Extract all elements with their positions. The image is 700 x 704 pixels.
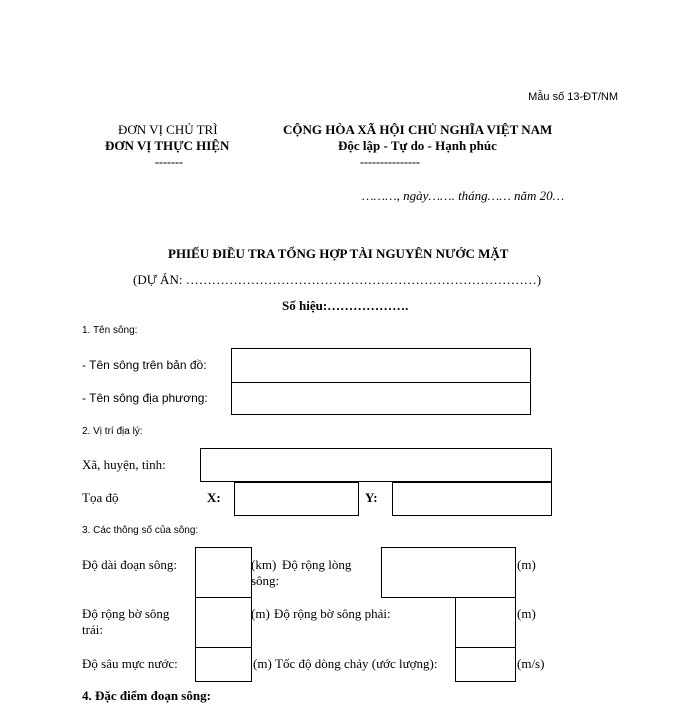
section-4-heading: 4. Đặc điểm đoạn sông: [82, 688, 211, 703]
serial-number-line: Số hiệu:………………. [282, 298, 409, 313]
admin-location-label: Xã, huyện, tỉnh: [82, 457, 166, 472]
bed-width-input[interactable] [381, 547, 516, 598]
left-bank-width-unit: (m) [251, 606, 270, 621]
right-bank-width-label: Độ rộng bờ sông phải: [274, 606, 391, 621]
water-depth-input[interactable] [195, 647, 252, 682]
section-1-heading: 1. Tên sông: [82, 325, 138, 336]
flow-velocity-input[interactable] [455, 647, 516, 682]
project-line: (DỰ ÁN: ………………………………………………………………………) [133, 272, 542, 287]
y-coordinate-input[interactable] [392, 482, 552, 516]
right-bank-width-input[interactable] [455, 597, 516, 648]
water-depth-label: Độ sâu mực nước: [82, 656, 178, 671]
section-2-heading: 2. Vị trí địa lý: [82, 426, 143, 437]
bed-width-unit: (m) [517, 557, 536, 572]
date-line: ………, ngày……. tháng…… năm 20… [362, 188, 565, 203]
water-depth-unit: (m) [253, 656, 272, 671]
form-title: PHIẾU ĐIỀU TRA TỔNG HỢP TÀI NGUYÊN NƯỚC MẶT [168, 246, 509, 261]
x-coordinate-label: X: [207, 490, 221, 505]
section-3-heading: 3. Các thông số của sông: [82, 525, 199, 536]
right-header-divider: --------------- [360, 155, 420, 169]
map-river-name-label: - Tên sông trên bản đồ: [82, 358, 207, 372]
national-motto: Độc lập - Tự do - Hạnh phúc [338, 138, 497, 153]
reach-length-label: Độ dài đoạn sông: [82, 557, 177, 572]
flow-velocity-unit: (m/s) [517, 656, 545, 671]
local-river-name-input[interactable] [231, 382, 531, 415]
left-header-divider: ------- [155, 155, 183, 169]
reach-length-input[interactable] [195, 547, 252, 598]
bed-width-label: Độ rộng lòng [282, 557, 352, 572]
local-river-name-label: - Tên sông địa phương: [82, 391, 208, 405]
x-coordinate-input[interactable] [234, 482, 359, 516]
form-code: Mẫu số 13-ĐT/NM [528, 91, 618, 103]
executing-unit-label: ĐƠN VỊ THỰC HIỆN [105, 138, 230, 153]
right-bank-width-unit: (m) [517, 606, 536, 621]
admin-location-input[interactable] [200, 448, 552, 482]
y-coordinate-label: Y: [365, 490, 378, 505]
coordinates-label: Tọa độ [82, 490, 119, 505]
left-bank-width-label-continued: trái: [82, 622, 103, 637]
left-bank-width-input[interactable] [195, 597, 252, 648]
reach-length-unit: (km) [251, 557, 277, 572]
national-title: CỘNG HÒA XÃ HỘI CHỦ NGHĨA VIỆT NAM [283, 122, 553, 137]
bed-width-label-continued: sông: [251, 573, 280, 588]
map-river-name-input[interactable] [231, 348, 531, 383]
host-unit-label: ĐƠN VỊ CHỦ TRÌ [118, 122, 218, 137]
left-bank-width-label: Độ rộng bờ sông [82, 606, 170, 621]
flow-velocity-label: Tốc độ dòng chảy (ước lượng): [275, 656, 438, 671]
